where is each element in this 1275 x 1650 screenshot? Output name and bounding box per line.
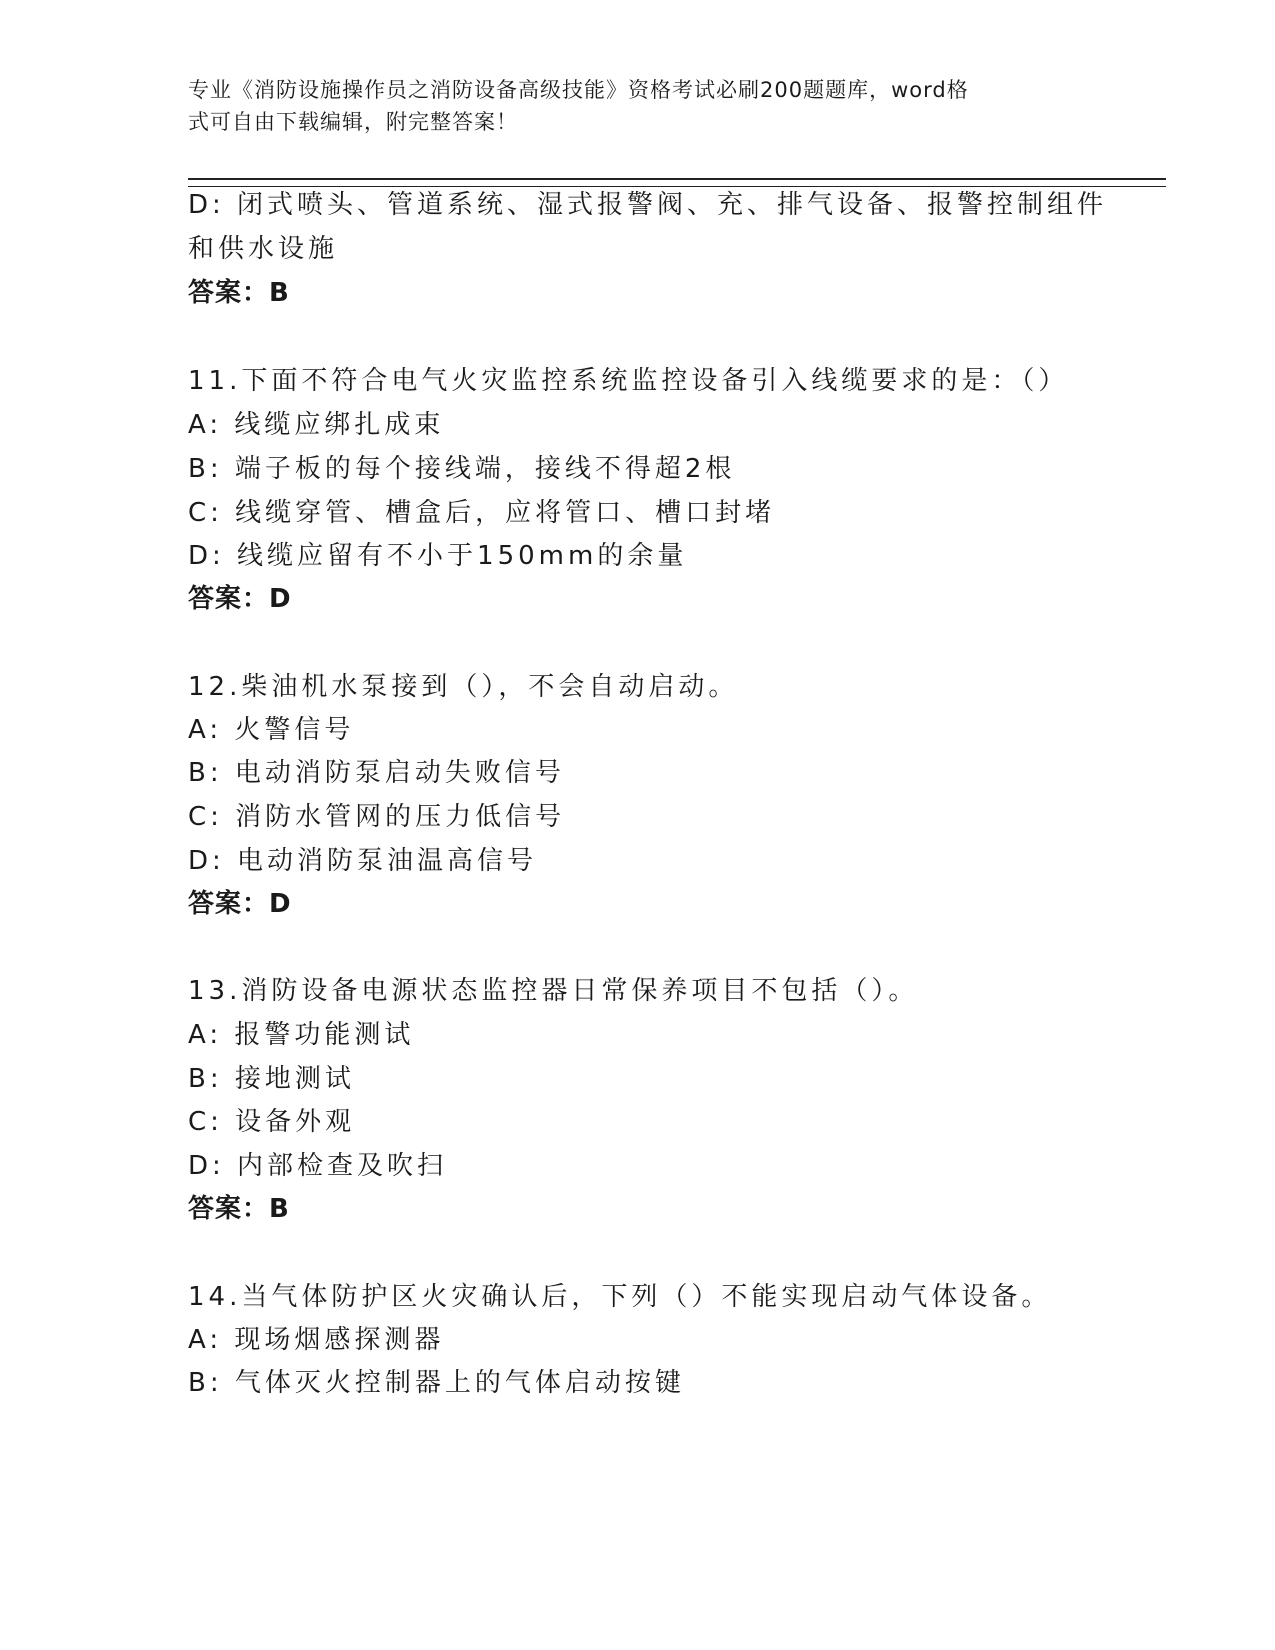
question-12-option-b: B: 电动消防泵启动失败信号 (188, 758, 565, 788)
question-14-option-a: A: 现场烟感探测器 (188, 1325, 445, 1355)
question-11-option-a: A: 线缆应绑扎成束 (188, 410, 445, 440)
prev-option-d-line1: D: 闭式喷头、管道系统、湿式报警阀、充、排气设备、报警控制组件 (188, 190, 1108, 220)
question-13-option-b: B: 接地测试 (188, 1064, 355, 1094)
header-line-2: 式可自由下载编辑，附完整答案！ (188, 110, 518, 134)
question-13-option-d: D: 内部检查及吹扫 (188, 1151, 448, 1181)
header-line-1: 专业《消防设施操作员之消防设备高级技能》资格考试必刷200题题库，word格 (188, 78, 969, 102)
question-12-answer: 答案：D (188, 889, 292, 919)
question-11-answer: 答案：D (188, 584, 292, 614)
question-14-option-b: B: 气体灭火控制器上的气体启动按键 (188, 1368, 685, 1398)
question-11-option-b: B: 端子板的每个接线端，接线不得超2根 (188, 454, 736, 484)
question-11-option-c: C: 线缆穿管、槽盒后，应将管口、槽口封堵 (188, 498, 776, 528)
question-11-option-d: D: 线缆应留有不小于150mm的余量 (188, 541, 688, 571)
document-header (188, 74, 1068, 138)
question-12-stem: 12.柴油机水泵接到（），不会自动启动。 (188, 672, 739, 702)
question-11-stem: 11.下面不符合电气火灾监控系统监控设备引入线缆要求的是：（） (188, 366, 1069, 396)
question-12-option-c: C: 消防水管网的压力低信号 (188, 802, 566, 832)
question-14-stem: 14.当气体防护区火灾确认后，下列（）不能实现启动气体设备。 (188, 1282, 1052, 1312)
question-13-answer: 答案：B (188, 1194, 290, 1224)
question-12-option-d: D: 电动消防泵油温高信号 (188, 846, 538, 876)
prev-option-d-line2: 和供水设施 (188, 234, 339, 264)
question-12-option-a: A: 火警信号 (188, 715, 355, 745)
prev-answer: 答案：B (188, 278, 290, 308)
question-13-stem: 13.消防设备电源状态监控器日常保养项目不包括（）。 (188, 976, 919, 1006)
question-13-option-c: C: 设备外观 (188, 1107, 356, 1137)
question-13-option-a: A: 报警功能测试 (188, 1020, 415, 1050)
